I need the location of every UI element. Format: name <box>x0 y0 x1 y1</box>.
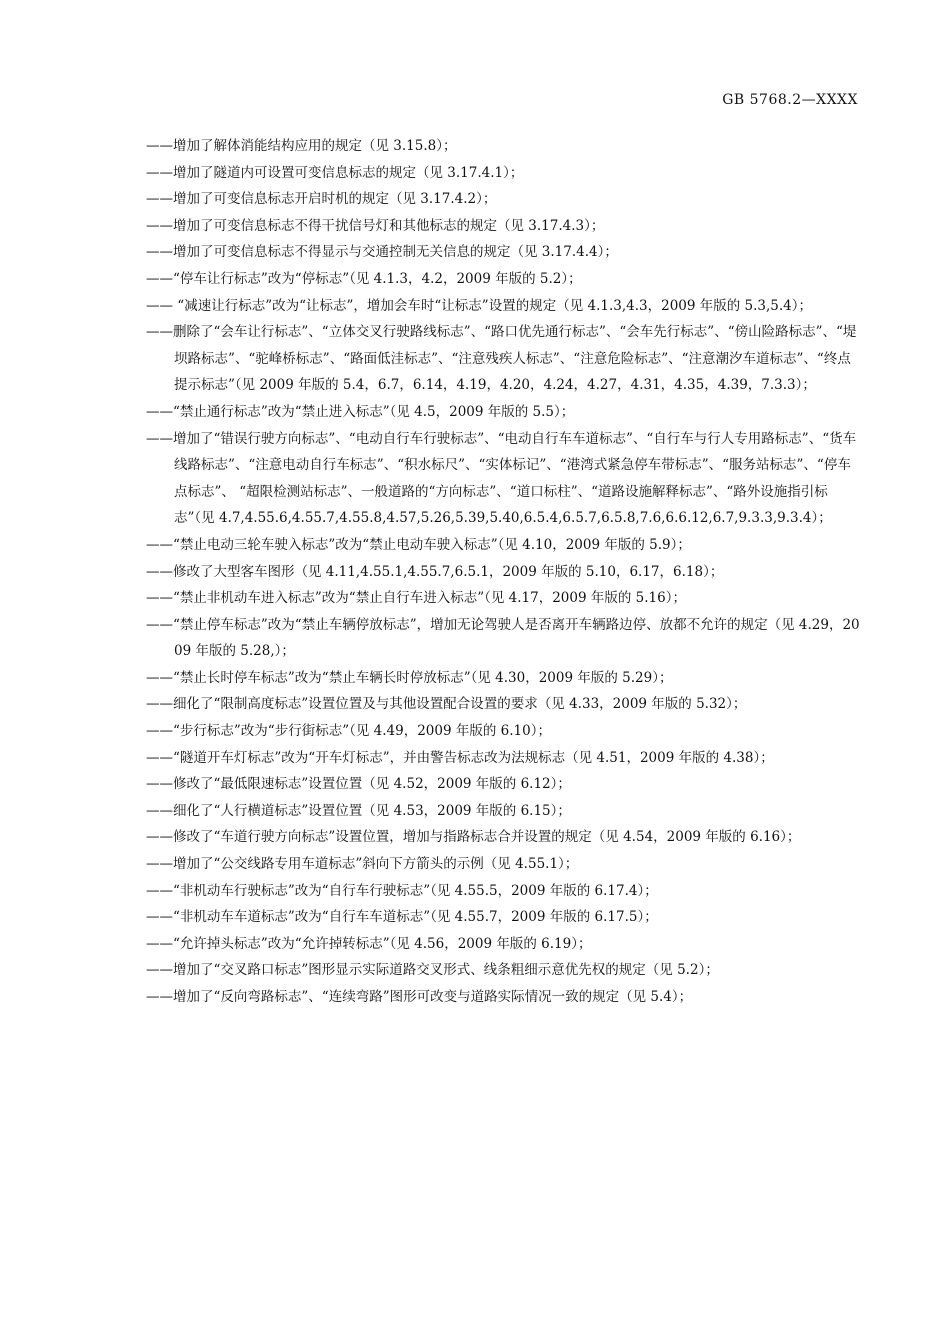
change-item: ——增加了隧道内可设置可变信息标志的规定（见 3.17.4.1）； <box>146 164 524 181</box>
change-item: ——增加了可变信息标志不得显示与交通控制无关信息的规定（见 3.17.4.4）； <box>146 244 618 261</box>
change-item: ——增加了解体消能结构应用的规定（见 3.15.8）； <box>146 138 457 154</box>
change-item: ——细化了“人行横道标志”设置位置（见 4.53，2009 年版的 6.15）； <box>146 802 571 819</box>
standard-code-header: GB 5768.2—XXXX <box>722 92 858 108</box>
change-item: ——“非机动车行驶标志”改为“自行车行驶标志”（见 4.55.5，2009 年版的 6.17.4）； <box>146 882 658 899</box>
change-item: ——增加了“错误行驶方向标志”、“电动自行车行驶标志”、“电动自行车车道标志”、“自行车与行人专用路标志”、“货车线路标志”、“注意电动自行车标志”、“积水标尺”、“实体标记”、“港湾式紧急停车带标志”、“服务站标志”、“停车点标志”、 “超限检测站标志”、一般道路的“方向标志”、“道口标柱”、“道路设施解释标志”、“路外设施指引标志”（见 4.7,4.55.6,4.55.7,4.55.8,4.57,5.26,5.39,5.40,6.5.4,6.5.7,6.5.8,7.6,6.6.12,6.7,9.3.3,9.3.4）； <box>146 430 857 527</box>
change-item: ——“隧道开车灯标志”改为“开车灯标志”，并由警告标志改为法规标志（见 4.51，2009 年版的 4.38）； <box>146 749 774 766</box>
change-item: ——“步行标志”改为“步行街标志”（见 4.49，2009 年版的 6.10）； <box>146 723 551 740</box>
change-item: ——增加了“公交线路专用车道标志”斜向下方箭头的示例（见 4.55.1）； <box>146 856 579 873</box>
change-list <box>146 133 862 1011</box>
change-item: ——修改了“最低限速标志”设置位置（见 4.52，2009 年版的 6.12）； <box>146 776 571 793</box>
change-item: ——删除了“会车让行标志”、“立体交叉行驶路线标志”、“路口优先通行标志”、“会车先行标志”、“傍山险路标志”、“堤坝路标志”、“驼峰桥标志”、“路面低洼标志”、“注意残疾人标志”、“注意危险标志”、“注意潮汐车道标志”、“终点提示标志”（见 2009 年版的 5.4，6.7，6.14，4.19，4.20，4.24，4.27，4.31，4.35，4.39，7.3.3）； <box>146 324 857 394</box>
change-item: ——“禁止停车标志”改为“禁止车辆停放标志”，增加无论驾驶人是否离开车辆路边停、放都不允许的规定（见 4.29，2009 年版的 5.28,）； <box>146 616 860 660</box>
change-item: ——“禁止电动三轮车驶入标志”改为“禁止电动车驶入标志”（见 4.10，2009 年版的 5.9）； <box>146 536 691 553</box>
change-item: ——“停车让行标志”改为“停标志”（见 4.1.3，4.2，2009 年版的 5.2）； <box>146 270 582 287</box>
change-item: —— “减速让行标志”改为“让标志”，增加会车时“让标志”设置的规定（见 4.1.3,4.3，2009 年版的 5.3,5.4）； <box>146 297 813 314</box>
change-item: ——修改了大型客车图形（见 4.11,4.55.1,4.55.7,6.5.1，2009 年版的 5.10，6.17，6.18）； <box>146 563 724 580</box>
change-item: ——增加了“反向弯路标志”、“连续弯路”图形可改变与道路实际情况一致的规定（见 5.4）； <box>146 989 693 1005</box>
change-item: ——修改了“车道行驶方向标志”设置位置，增加与指路标志合并设置的规定（见 4.54，2009 年版的 6.16）； <box>146 829 801 846</box>
change-item: ——细化了“限制高度标志”设置位置及与其他设置配合设置的要求（见 4.33，2009 年版的 5.32）； <box>146 696 747 713</box>
change-item: ——“禁止非机动车进入标志”改为“禁止自行车进入标志”（见 4.17，2009 年版的 5.16）； <box>146 590 686 607</box>
change-item: ——增加了可变信息标志不得干扰信号灯和其他标志的规定（见 3.17.4.3）； <box>146 217 605 234</box>
change-item: ——“允许掉头标志”改为“允许掉转标志”（见 4.56，2009 年版的 6.19）； <box>146 935 592 952</box>
change-item: ——“禁止长时停车标志”改为“禁止车辆长时停放标志”（见 4.30，2009 年版的 5.29）； <box>146 669 673 686</box>
change-item: ——增加了“交叉路口标志”图形显示实际道路交叉形式、线条粗细示意优先权的规定（见 5.2）； <box>146 962 719 979</box>
change-item: ——“非机动车车道标志”改为“自行车车道标志”（见 4.55.7，2009 年版的 6.17.5）； <box>146 909 658 926</box>
change-item: ——“禁止通行标志”改为“禁止进入标志”（见 4.5，2009 年版的 5.5）； <box>146 403 575 420</box>
change-item: ——增加了可变信息标志开启时机的规定（见 3.17.4.2）； <box>146 191 497 208</box>
